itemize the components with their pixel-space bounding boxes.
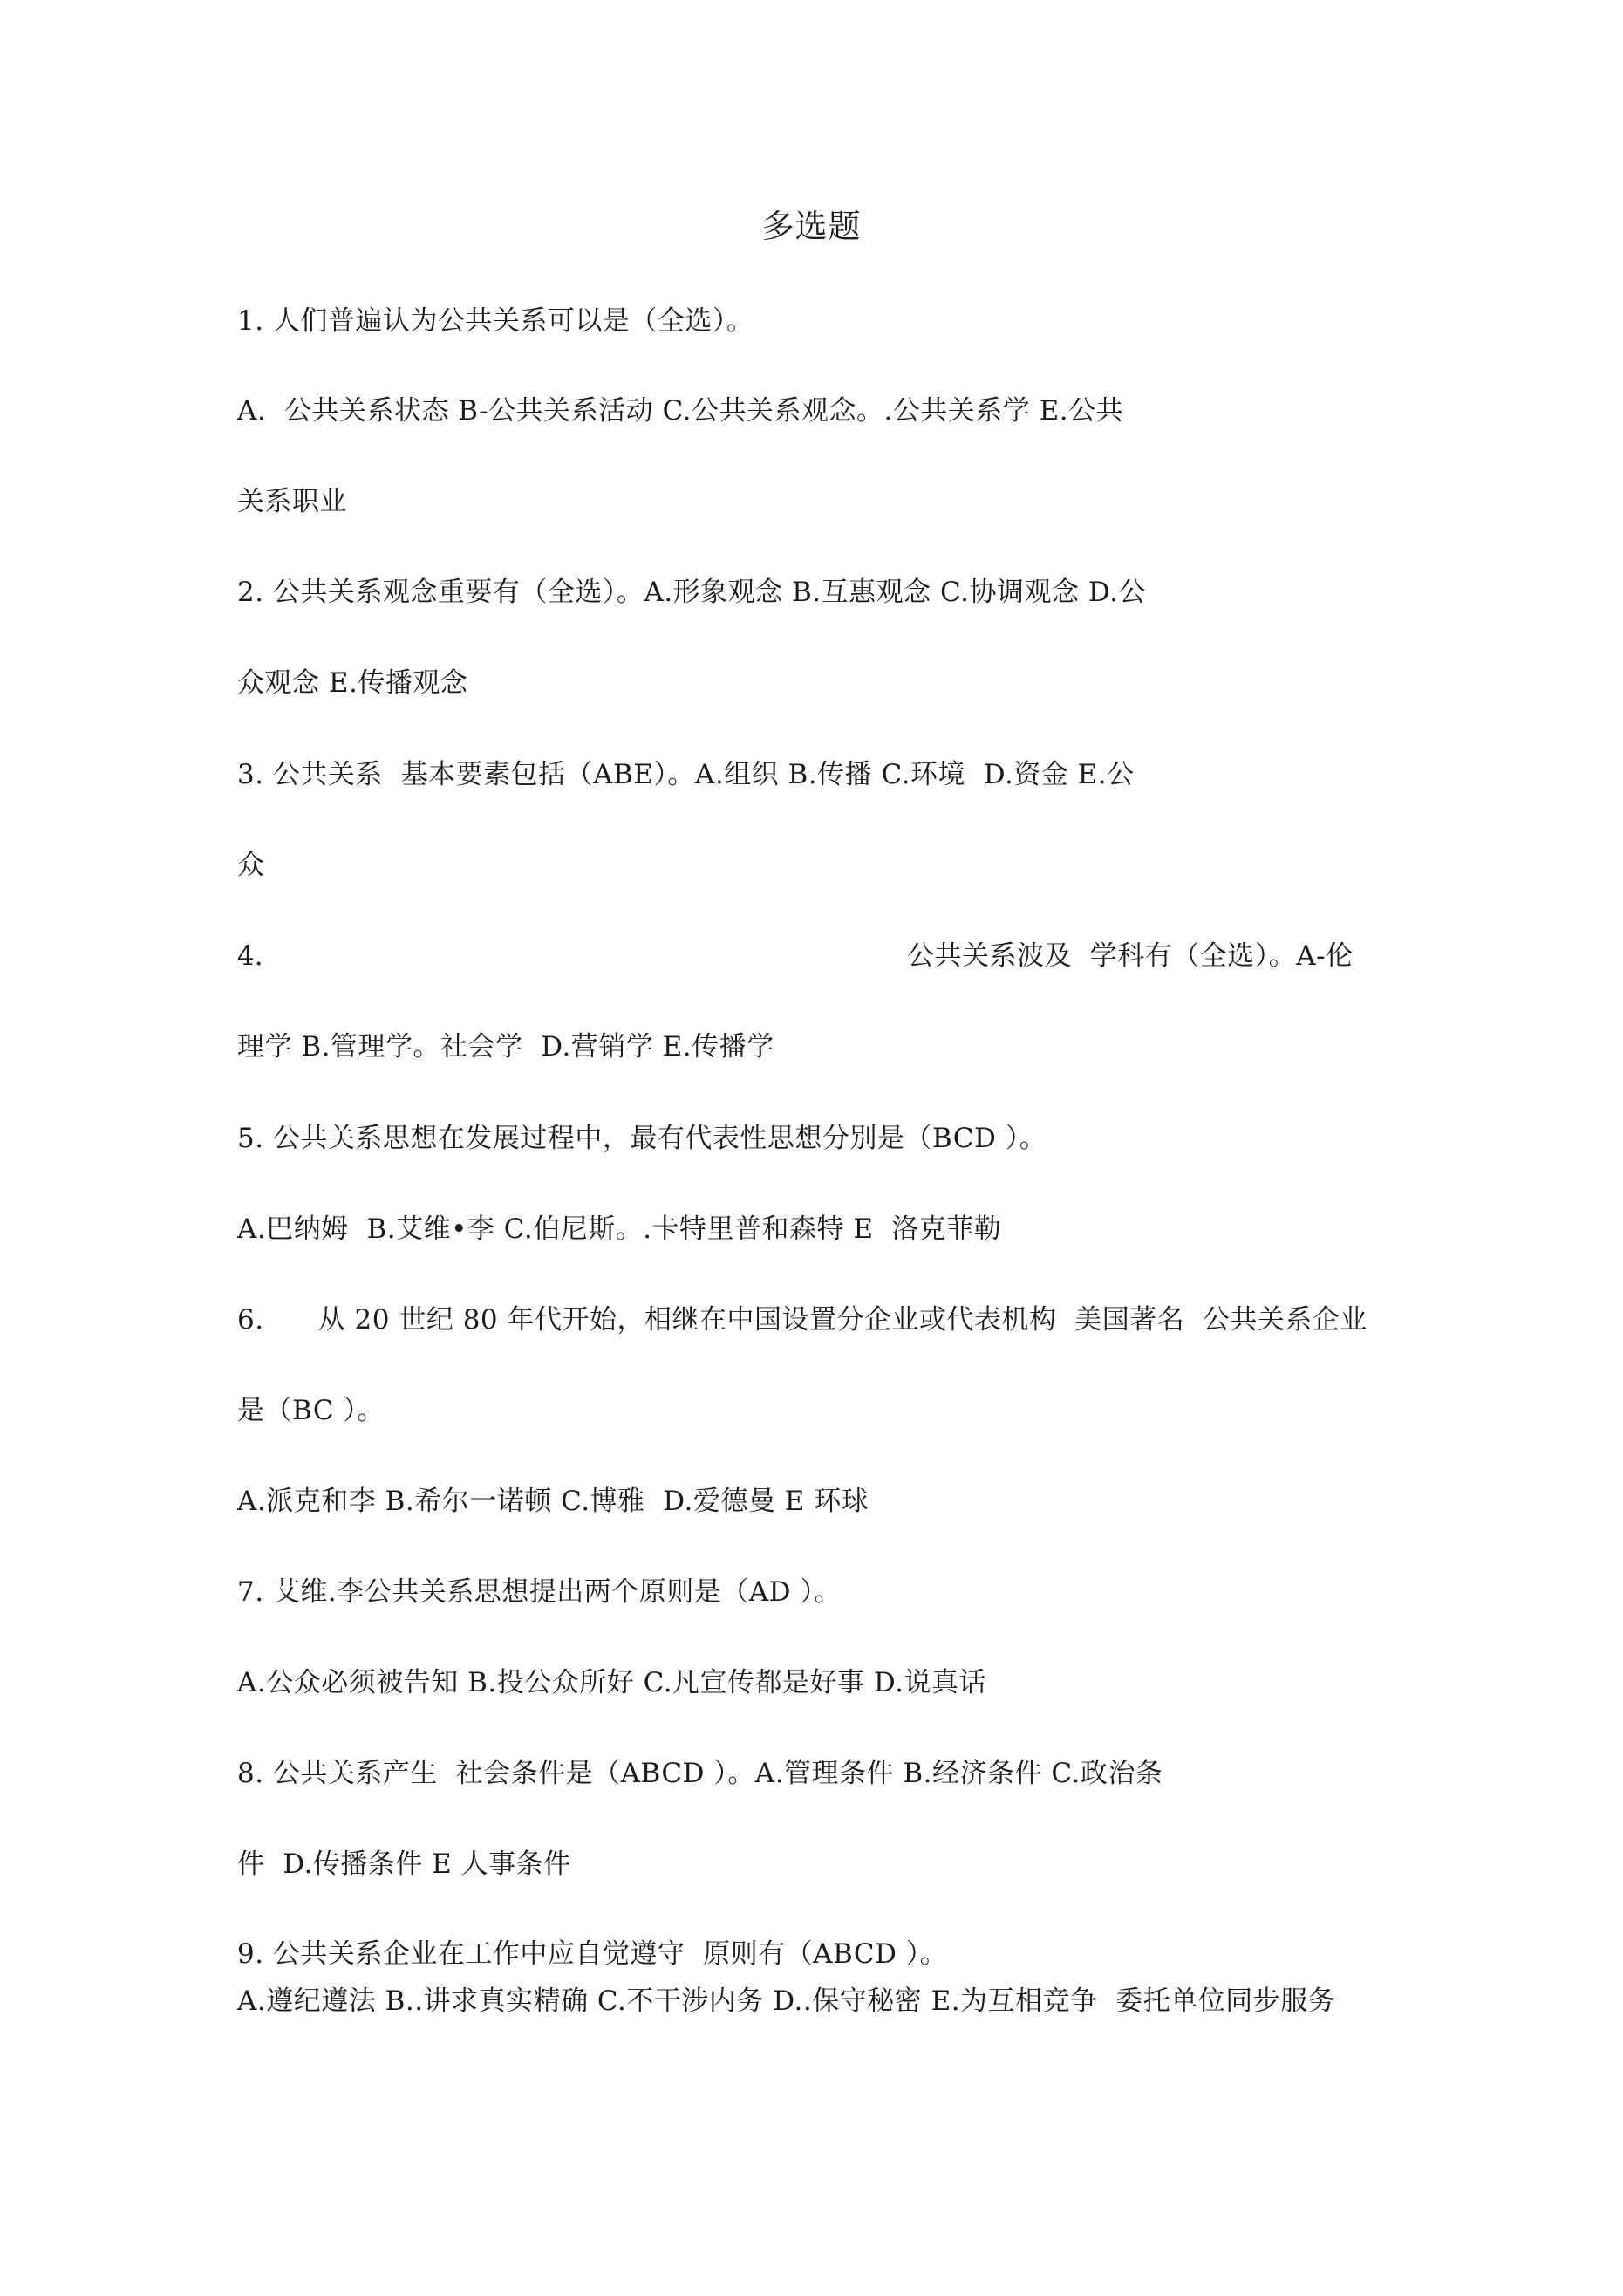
q1-options-cont: 关系职业: [237, 486, 347, 517]
q8-stem: 8. 公共关系产生 社会条件是（ABCD ）。A.管理条件 B.经济条件 C.政治条: [237, 1758, 1163, 1789]
q5-stem: 5. 公共关系思想在发展过程中，最有代表性思想分别是（BCD ）。: [237, 1123, 1047, 1154]
q9-stem: 9. 公共关系企业在工作中应自觉遵守 原则有（ABCD ）。: [237, 1938, 948, 1970]
q2-stem: 2. 公共关系观念重要有（全选）。A.形象观念 B.互惠观念 C.协调观念 D.公: [237, 577, 1146, 608]
q7-options: A.公众必须被告知 B.投公众所好 C.凡宣传都是好事 D.说真话: [237, 1667, 987, 1698]
q4-stem: 公共关系波及 学科有（全选）。A-伦: [907, 940, 1354, 972]
q9-options: A.遵纪遵法 B..讲求真实精确 C.不干涉内务 D..保守秘密 E.为互相竞争 委托单位同步服务: [237, 1985, 1336, 2017]
q3-options-cont: 众: [237, 850, 265, 881]
q1-stem: 1. 人们普遍认为公共关系可以是（全选）。: [237, 305, 754, 337]
q6-options: A.派克和李 B.希尔一诺顿 C.博雅 D.爱德曼 E 环球: [237, 1486, 869, 1517]
q2-options-cont: 众观念 E.传播观念: [237, 667, 468, 699]
q3-stem: 3. 公共关系 基本要素包括（ABE）。A.组织 B.传播 C.环境 D.资金 E.公: [237, 759, 1135, 790]
q4-number: 4.: [237, 940, 263, 972]
q1-options: A. 公共关系状态 B-公共关系活动 C.公共关系观念。.公共关系学 E.公共: [237, 395, 1124, 427]
q5-options: A.巴纳姆 B.艾维•李 C.伯尼斯。.卡特里普和森特 E 洛克菲勒: [237, 1213, 1002, 1245]
q8-options-cont: 件 D.传播条件 E 人事条件: [237, 1848, 571, 1880]
q6-stem: 6. 从 20 世纪 80 年代开始，相继在中国设置分企业或代表机构 美国著名 公共关系企业: [237, 1304, 1367, 1336]
q4-options-cont: 理学 B.管理学。社会学 D.营销学 E.传播学: [237, 1031, 774, 1063]
page-title: 多选题: [761, 208, 862, 245]
q6-stem-cont: 是（BC ）。: [237, 1395, 385, 1426]
q7-stem: 7. 艾维.李公共关系思想提出两个原则是（AD ）。: [237, 1576, 842, 1608]
